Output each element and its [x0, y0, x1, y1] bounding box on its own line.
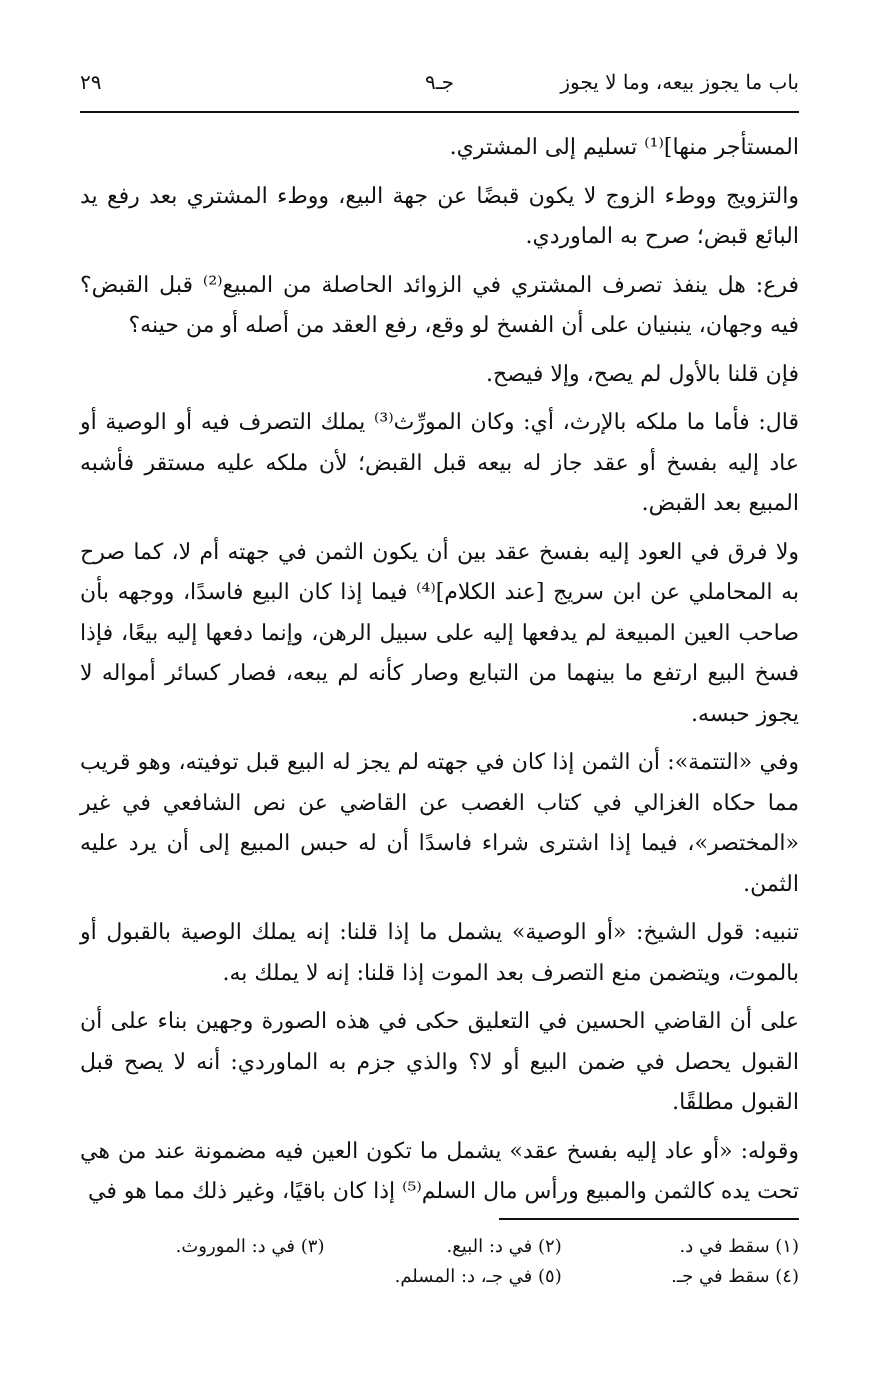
footnote-rule	[499, 1218, 799, 1220]
paragraph: وقوله: «أو عاد إليه بفسخ عقد» يشمل ما تكون العين فيه مضمونة عند من هي تحت يده كالثمن والمبيع ورأس مال السلم⁽⁵⁾ إذا كان باقيًا، وغير ذلك مما هو في	[80, 1138, 799, 1204]
paragraph: وفي «التتمة»: أن الثمن إذا كان في جهته لم يجز له البيع قبل توفيته، وهو قريب مما حكاه الغزالي في كتاب الغصب عن القاضي عن نص الشافعي في غير «المختصر»، فيما إذا اشترى شراء فاسدًا أن له حبس المبيع إلى أن يرد عليه الثمن.	[80, 750, 799, 897]
footnote-row	[80, 1262, 799, 1292]
paragraph: على أن القاضي الحسين في التعليق حكى في هذه الصورة وجهين بناء على أن القبول يحصل في ضمن البيع أو لا؟ والذي جزم به الماوردي: أنه لا يصح قبل القبول مطلقًا.	[80, 1009, 799, 1115]
volume-label: جـ٩	[425, 70, 454, 94]
chapter-title: باب ما يجوز بيعه، وما لا يجوز	[560, 70, 799, 94]
footnote: (٣) في د: الموروث.	[175, 1236, 325, 1257]
paragraph: فرع: هل ينفذ تصرف المشتري في الزوائد الحاصلة من المبيع⁽²⁾ قبل القبض؟ فيه وجهان، ينبنيان على أن الفسخ لو وقع، رفع العقد من أصله أو من حينه؟	[80, 272, 799, 338]
paragraph: تنبيه: قول الشيخ: «أو الوصية» يشمل ما إذا قلنا: إنه يملك الوصية بالقبول أو بالموت، ويتضمن منع التصرف بعد الموت إذا قلنا: إنه لا يملك به.	[80, 920, 799, 986]
footnotes	[80, 1232, 799, 1292]
footnote-row	[80, 1232, 799, 1262]
running-header	[80, 62, 799, 102]
paragraph: والتزويج ووطء الزوج لا يكون قبضًا عن جهة البيع، ووطء المشتري بعد رفع يد البائع قبض؛ صرح به الماوردي.	[80, 183, 799, 249]
paragraph: فإن قلنا بالأول لم يصح، وإلا فيصح.	[485, 361, 799, 387]
footnote: (٤) سقط في جـ.	[671, 1266, 799, 1287]
paragraph: قال: فأما ما ملكه بالإرث، أي: وكان المورِّث⁽³⁾ يملك التصرف فيه أو الوصية أو عاد إليه بفسخ أو عقد جاز له بيعه قبل القبض؛ لأن ملكه عليه مستقر فأشبه المبيع بعد القبض.	[80, 410, 799, 516]
footnote: (٥) في جـ، د: المسلم.	[394, 1266, 562, 1287]
paragraph: ولا فرق في العود إليه بفسخ عقد بين أن يكون الثمن في جهته أم لا، كما صرح به المحاملي عن ابن سريج [عند الكلام]⁽⁴⁾ فيما إذا كان البيع فاسدًا، ووجهه بأن صاحب العين المبيعة لم يدفعها إليه على سبيل الرهن، وإنما دفعها إليه بيعًا، فإذا فسخ البيع ارتفع ما بينهما من التبايع وصار كأنه لم يبعه، فصار كسائر أمواله لا يجوز حبسه.	[80, 539, 799, 727]
main-text	[80, 128, 799, 1221]
page-number: ٢٩	[80, 70, 102, 94]
footnote: (٢) في د: البيع.	[446, 1236, 562, 1257]
header-rule	[80, 111, 799, 113]
paragraph: المستأجر منها]⁽¹⁾ تسليم إلى المشتري.	[449, 135, 799, 160]
footnote: (١) سقط في د.	[679, 1236, 799, 1257]
